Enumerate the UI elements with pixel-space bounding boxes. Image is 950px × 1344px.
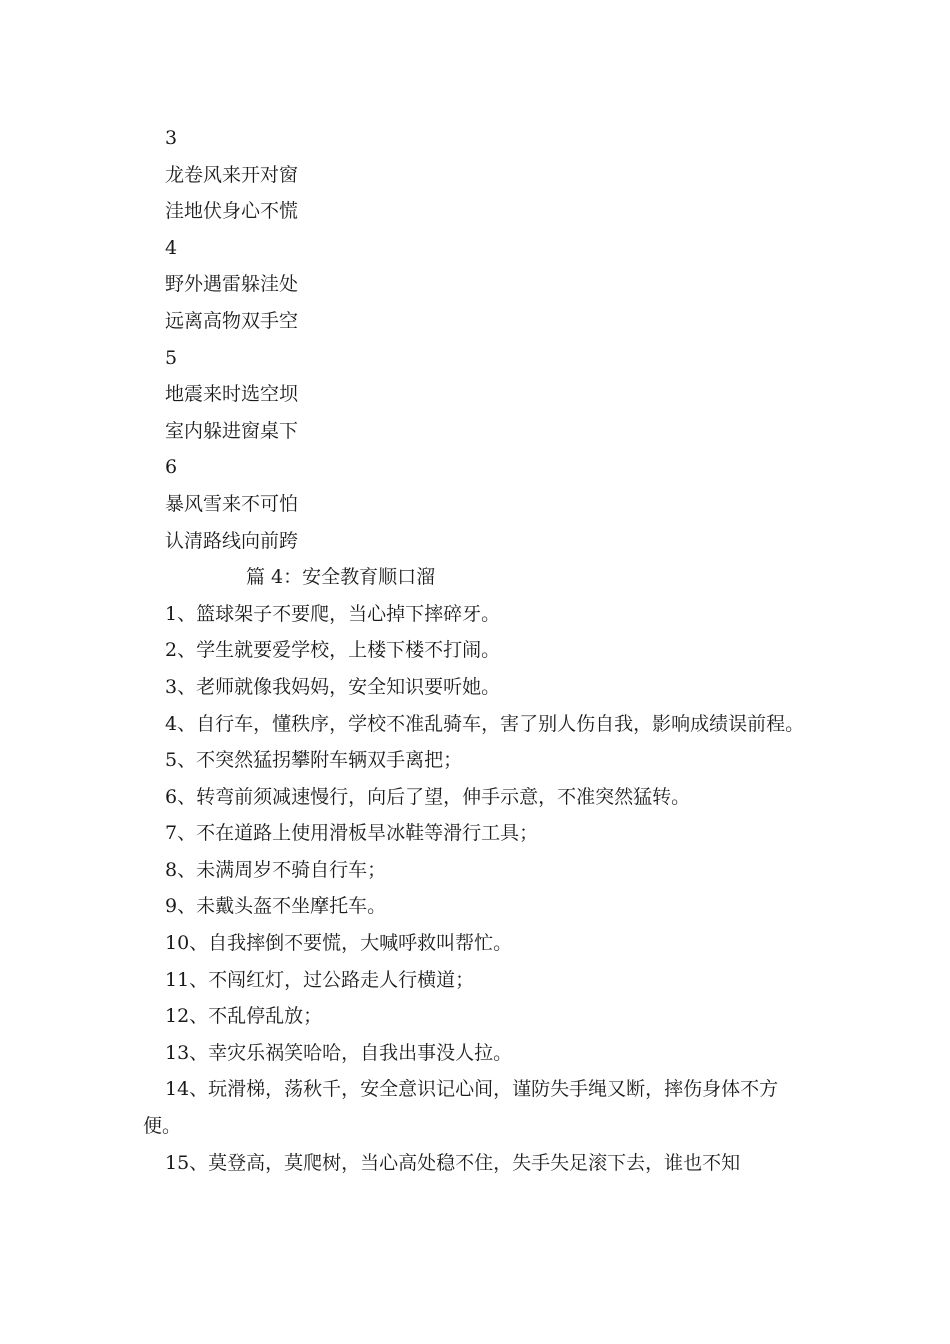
list-item: 10、自我摔倒不要慌，大喊呼救叫帮忙。	[165, 932, 513, 955]
document-body	[143, 120, 808, 1181]
list-item: 3、老师就像我妈妈，安全知识要听她。	[165, 675, 501, 698]
list-item: 4、自行车，懂秩序，学校不准乱骑车，害了别人伤自我，影响成绩误前程。	[165, 712, 805, 735]
poem-stanza	[143, 230, 808, 340]
list-item: 2、学生就要爱学校，上楼下楼不打闹。	[165, 639, 501, 662]
stanza-number: 5	[165, 346, 178, 369]
list-item: 8、未满周岁不骑自行车；	[165, 858, 387, 881]
poem-line: 暴风雪来不可怕	[165, 492, 299, 515]
poem-line: 远离高物双手空	[165, 309, 299, 332]
poem-stanza	[143, 120, 808, 230]
poem-line: 认清路线向前跨	[165, 529, 299, 552]
stanza-number: 6	[165, 456, 178, 479]
list-item: 1、篮球架子不要爬，当心掉下摔碎牙。	[165, 602, 501, 625]
poem-line: 室内躲进窗桌下	[165, 419, 299, 442]
stanza-number: 3	[165, 127, 178, 149]
list-item: 7、不在道路上使用滑板旱冰鞋等滑行工具；	[165, 822, 539, 845]
poem-line: 龙卷风来开对窗	[165, 163, 299, 186]
list-item: 5、不突然猛拐攀附车辆双手离把；	[165, 749, 463, 772]
list-item: 15、莫登高，莫爬树，当心高处稳不住，失手失足滚下去，谁也不知	[165, 1151, 741, 1174]
poem-line: 地震来时选空坝	[165, 383, 299, 406]
list-item: 6、转弯前须减速慢行，向后了望，伸手示意，不准突然猛转。	[165, 785, 691, 808]
poem-line: 洼地伏身心不慌	[165, 200, 299, 223]
list-item: 13、幸灾乐祸笑哈哈，自我出事没人拉。	[165, 1041, 513, 1064]
list-item: 11、不闯红灯，过公路走人行横道；	[165, 968, 475, 991]
poem-stanza	[143, 449, 808, 559]
section-heading: 篇 4：安全教育顺口溜	[246, 566, 436, 589]
list-item: 9、未戴头盔不坐摩托车。	[165, 895, 387, 918]
item-list	[143, 596, 808, 1182]
poem-line: 野外遇雷躲洼处	[165, 273, 299, 296]
list-item: 12、不乱停乱放；	[165, 1005, 323, 1028]
poem-stanza	[143, 340, 808, 450]
list-item: 14、玩滑梯，荡秋千，安全意识记心间，谨防失手绳又断，摔伤身体不方便。	[143, 1078, 779, 1138]
stanza-number: 4	[165, 236, 178, 259]
